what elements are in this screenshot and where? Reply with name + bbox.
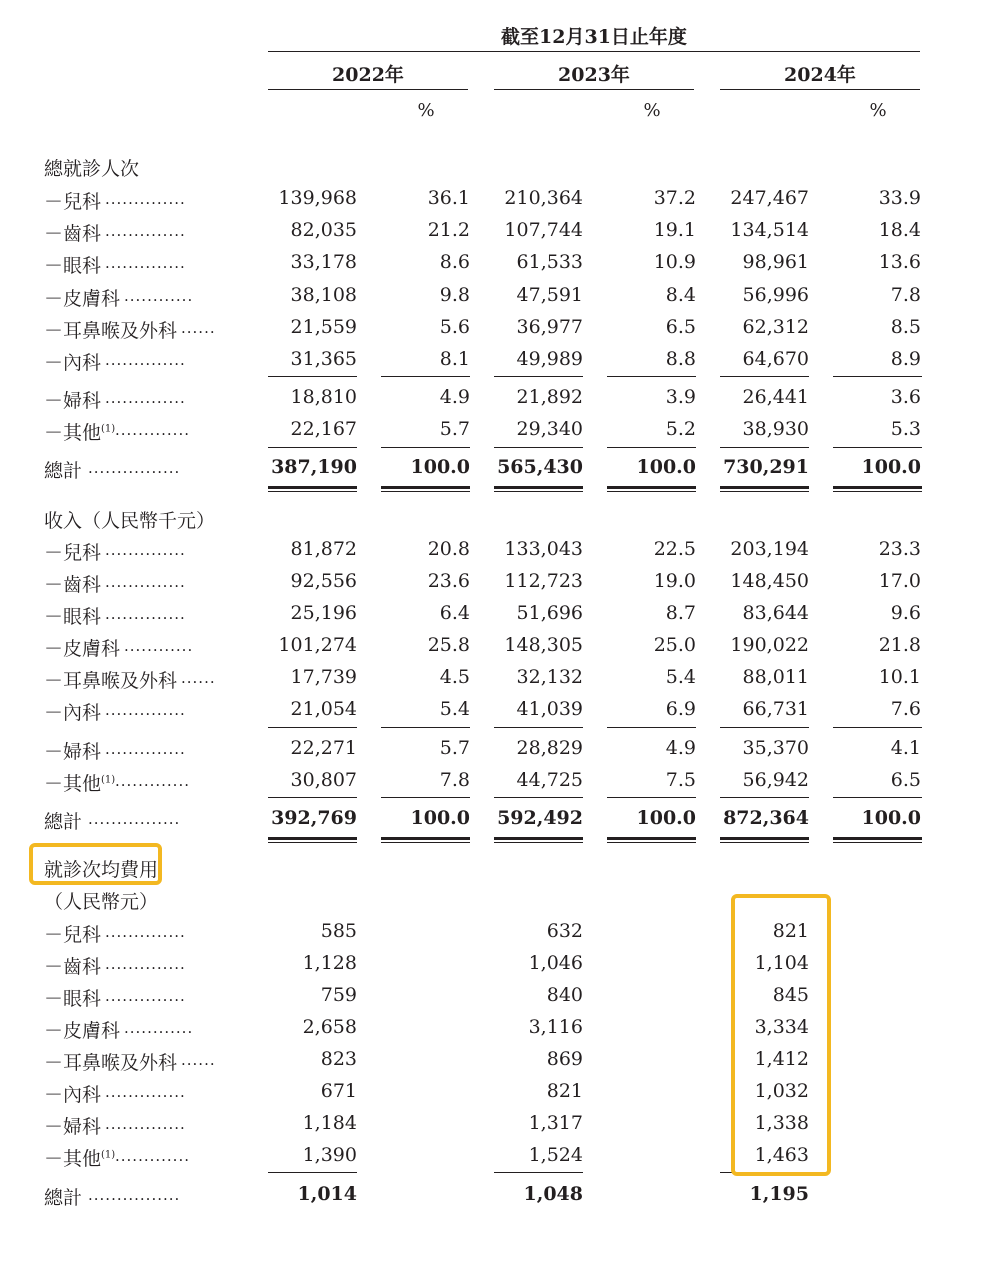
row-label-text: －婦科 (44, 390, 102, 412)
year-header-2: 2023年 (558, 64, 630, 86)
leader-dots: .............. (105, 541, 186, 559)
row-label (44, 1112, 101, 1139)
subtotal-rule (381, 376, 470, 377)
percent-cell: 5.6 (439, 316, 470, 338)
subtotal-rule (494, 727, 583, 728)
percent-cell: 8.5 (890, 316, 921, 338)
percent-symbol: % (643, 100, 661, 121)
value-cell: 1,412 (754, 1048, 809, 1070)
value-cell: 82,035 (290, 219, 357, 241)
total-rule (833, 447, 922, 448)
row-label-text: －兒科 (44, 542, 102, 564)
percent-cell: 25.8 (427, 634, 470, 656)
leader-dots: ............ (124, 637, 194, 655)
value-cell: 247,467 (730, 187, 809, 209)
value-cell: 869 (546, 1048, 583, 1070)
percent-cell: 5.4 (665, 666, 696, 688)
row-label-text: －兒科 (44, 191, 102, 213)
row-label (44, 1016, 120, 1043)
period-header: 截至12月31日止年度 (501, 26, 687, 48)
value-cell: 632 (546, 920, 583, 942)
total-value: 1,014 (297, 1183, 357, 1205)
value-cell: 31,365 (290, 348, 357, 370)
leader-dots: ...... (181, 669, 216, 687)
value-cell: 26,441 (742, 386, 809, 408)
header-top-rule (268, 51, 920, 52)
value-cell: 1,104 (754, 952, 809, 974)
highlight-box-2024-values (731, 894, 831, 1176)
value-cell: 148,305 (504, 634, 583, 656)
total-rule (494, 447, 583, 448)
percent-cell: 22.5 (653, 538, 696, 560)
total-value: 1,048 (523, 1183, 583, 1205)
highlight-box-section-title (29, 843, 162, 885)
section-title: 總就診人次 (44, 158, 140, 180)
footnote-marker: (1) (101, 423, 116, 435)
total-label: 總計 (44, 1187, 83, 1209)
total-percent: 100.0 (861, 456, 921, 478)
subtotal-rule (607, 376, 696, 377)
value-cell: 62,312 (742, 316, 809, 338)
total-percent: 100.0 (410, 456, 470, 478)
percent-cell: 10.9 (653, 251, 696, 273)
percent-cell: 8.1 (439, 348, 470, 370)
value-cell: 671 (320, 1080, 357, 1102)
row-label (44, 1144, 115, 1171)
value-cell: 56,942 (742, 769, 809, 791)
leader-dots: .............. (105, 222, 186, 240)
value-cell: 107,744 (504, 219, 583, 241)
percent-cell: 23.6 (427, 570, 470, 592)
value-cell: 44,725 (516, 769, 583, 791)
value-cell: 1,128 (302, 952, 357, 974)
year-header-rule (494, 89, 694, 90)
percent-cell: 21.2 (427, 219, 470, 241)
percent-cell: 4.1 (890, 737, 921, 759)
leader-dots: ............ (124, 1019, 194, 1037)
leader-dots: .............. (105, 573, 186, 591)
value-cell: 92,556 (290, 570, 357, 592)
value-cell: 33,178 (290, 251, 357, 273)
value-cell: 21,559 (290, 316, 357, 338)
value-cell: 203,194 (730, 538, 809, 560)
row-label (44, 251, 101, 278)
total-value: 592,492 (497, 807, 583, 829)
leader-dots: .............. (105, 389, 186, 407)
row-label-text: －兒科 (44, 924, 102, 946)
subtotal-rule (607, 727, 696, 728)
leader-dots: ................ (88, 459, 181, 477)
row-label (44, 769, 115, 796)
value-cell: 35,370 (742, 737, 809, 759)
value-cell: 1,463 (754, 1144, 809, 1166)
value-cell: 3,116 (528, 1016, 583, 1038)
value-cell: 25,196 (290, 602, 357, 624)
percent-cell: 5.3 (890, 418, 921, 440)
double-underline (494, 837, 583, 843)
row-label (44, 284, 120, 311)
row-label-text: －皮膚科 (44, 638, 121, 660)
row-label (44, 737, 101, 764)
row-label (44, 386, 101, 413)
percent-cell: 5.4 (439, 698, 470, 720)
row-label (44, 348, 101, 375)
value-cell: 112,723 (504, 570, 583, 592)
percent-cell: 36.1 (427, 187, 470, 209)
percent-cell: 7.5 (665, 769, 696, 791)
value-cell: 83,644 (742, 602, 809, 624)
double-underline (268, 486, 357, 492)
double-underline (720, 486, 809, 492)
total-rule (381, 797, 470, 798)
percent-cell: 5.7 (439, 418, 470, 440)
percent-cell: 33.9 (878, 187, 921, 209)
total-rule (607, 797, 696, 798)
total-rule (833, 797, 922, 798)
subtotal-rule (833, 376, 922, 377)
percent-cell: 8.7 (665, 602, 696, 624)
percent-cell: 25.0 (653, 634, 696, 656)
total-value: 872,364 (723, 807, 809, 829)
row-label (44, 418, 115, 445)
value-cell: 1,524 (528, 1144, 583, 1166)
row-label-text: －內科 (44, 352, 102, 374)
total-rule (268, 797, 357, 798)
subtotal-rule (833, 727, 922, 728)
subtotal-rule (494, 376, 583, 377)
total-value: 565,430 (497, 456, 583, 478)
percent-cell: 7.8 (890, 284, 921, 306)
value-cell: 41,039 (516, 698, 583, 720)
percent-cell: 18.4 (878, 219, 921, 241)
double-underline (381, 837, 470, 843)
row-label (44, 570, 101, 597)
percent-cell: 4.5 (439, 666, 470, 688)
leader-dots: ................ (88, 810, 181, 828)
value-cell: 133,043 (504, 538, 583, 560)
row-label-text: －耳鼻喉及外科 (44, 1052, 178, 1074)
total-value: 392,769 (271, 807, 357, 829)
row-label-text: －耳鼻喉及外科 (44, 670, 178, 692)
row-label-text: －齒科 (44, 574, 102, 596)
value-cell: 1,338 (754, 1112, 809, 1134)
row-label (44, 1048, 177, 1075)
percent-cell: 9.6 (890, 602, 921, 624)
total-rule (720, 447, 809, 448)
value-cell: 98,961 (742, 251, 809, 273)
leader-dots: .............. (105, 190, 186, 208)
row-label (44, 1080, 101, 1107)
value-cell: 190,022 (730, 634, 809, 656)
subtotal-rule (268, 727, 357, 728)
percent-cell: 6.5 (665, 316, 696, 338)
percent-cell: 7.6 (890, 698, 921, 720)
double-underline (268, 837, 357, 843)
leader-dots: ............ (124, 287, 194, 305)
row-label-text: －內科 (44, 702, 102, 724)
percent-cell: 6.9 (665, 698, 696, 720)
row-label (44, 634, 120, 661)
value-cell: 759 (320, 984, 357, 1006)
value-cell: 29,340 (516, 418, 583, 440)
value-cell: 64,670 (742, 348, 809, 370)
row-label-text: －其他 (44, 1148, 102, 1170)
year-header-rule (720, 89, 920, 90)
row-label (44, 219, 101, 246)
value-cell: 21,054 (290, 698, 357, 720)
year-header-rule (268, 89, 468, 90)
value-cell: 845 (772, 984, 809, 1006)
percent-cell: 8.6 (439, 251, 470, 273)
row-label (44, 920, 101, 947)
row-label-text: －齒科 (44, 223, 102, 245)
percent-cell: 17.0 (878, 570, 921, 592)
total-percent: 100.0 (636, 456, 696, 478)
total-rule (381, 447, 470, 448)
row-label-text: －內科 (44, 1084, 102, 1106)
total-rule (494, 1172, 583, 1173)
row-label (44, 187, 101, 214)
row-label-text: －眼科 (44, 606, 102, 628)
percent-cell: 6.4 (439, 602, 470, 624)
percent-cell: 37.2 (653, 187, 696, 209)
total-rule (607, 447, 696, 448)
total-value: 730,291 (723, 456, 809, 478)
value-cell: 38,930 (742, 418, 809, 440)
section-title: 收入（人民幣千元） (44, 510, 216, 532)
value-cell: 840 (546, 984, 583, 1006)
leader-dots: .............. (105, 1115, 186, 1133)
total-value: 387,190 (271, 456, 357, 478)
value-cell: 30,807 (290, 769, 357, 791)
percent-cell: 19.0 (653, 570, 696, 592)
row-label (44, 316, 177, 343)
percent-cell: 20.8 (427, 538, 470, 560)
leader-dots: .............. (105, 351, 186, 369)
value-cell: 22,271 (290, 737, 357, 759)
percent-cell: 21.8 (878, 634, 921, 656)
subtotal-rule (268, 376, 357, 377)
leader-dots: ...... (181, 319, 216, 337)
percent-cell: 10.1 (878, 666, 921, 688)
double-underline (607, 486, 696, 492)
row-label-text: －其他 (44, 422, 102, 444)
value-cell: 1,184 (302, 1112, 357, 1134)
row-label (44, 602, 101, 629)
double-underline (607, 837, 696, 843)
leader-dots: .............. (105, 923, 186, 941)
value-cell: 1,317 (528, 1112, 583, 1134)
value-cell: 32,132 (516, 666, 583, 688)
section-title: 就診次均費用 (44, 859, 159, 881)
leader-dots: ................ (88, 1186, 181, 1204)
percent-cell: 5.2 (665, 418, 696, 440)
value-cell: 49,989 (516, 348, 583, 370)
value-cell: 148,450 (730, 570, 809, 592)
value-cell: 21,892 (516, 386, 583, 408)
value-cell: 2,658 (302, 1016, 357, 1038)
total-rule (268, 447, 357, 448)
double-underline (833, 486, 922, 492)
leader-dots: ............. (115, 421, 190, 439)
percent-cell: 3.9 (665, 386, 696, 408)
percent-cell: 8.8 (665, 348, 696, 370)
double-underline (381, 486, 470, 492)
value-cell: 36,977 (516, 316, 583, 338)
value-cell: 18,810 (290, 386, 357, 408)
row-label (44, 984, 101, 1011)
total-rule (720, 797, 809, 798)
percent-cell: 3.6 (890, 386, 921, 408)
value-cell: 823 (320, 1048, 357, 1070)
percent-cell: 8.9 (890, 348, 921, 370)
percent-symbol: % (417, 100, 435, 121)
subtotal-rule (381, 727, 470, 728)
total-rule (494, 797, 583, 798)
row-label-text: －耳鼻喉及外科 (44, 320, 178, 342)
leader-dots: ............. (115, 772, 190, 790)
leader-dots: ...... (181, 1051, 216, 1069)
value-cell: 17,739 (290, 666, 357, 688)
leader-dots: .............. (105, 701, 186, 719)
value-cell: 134,514 (730, 219, 809, 241)
value-cell: 821 (772, 920, 809, 942)
year-header-1: 2022年 (332, 64, 404, 86)
value-cell: 88,011 (742, 666, 809, 688)
row-label-text: －婦科 (44, 1116, 102, 1138)
percent-cell: 19.1 (653, 219, 696, 241)
row-label-text: －皮膚科 (44, 288, 121, 310)
value-cell: 28,829 (516, 737, 583, 759)
percent-cell: 13.6 (878, 251, 921, 273)
value-cell: 66,731 (742, 698, 809, 720)
value-cell: 22,167 (290, 418, 357, 440)
row-label (44, 952, 101, 979)
total-percent: 100.0 (861, 807, 921, 829)
value-cell: 1,046 (528, 952, 583, 974)
leader-dots: .............. (105, 955, 186, 973)
percent-cell: 6.5 (890, 769, 921, 791)
percent-cell: 4.9 (439, 386, 470, 408)
section-subtitle: （人民幣元） (44, 891, 159, 913)
total-rule (720, 1172, 732, 1173)
total-label: 總計 (44, 460, 83, 482)
subtotal-rule (720, 727, 809, 728)
footnote-marker: (1) (101, 1149, 116, 1161)
row-label-text: －婦科 (44, 741, 102, 763)
total-label: 總計 (44, 811, 83, 833)
row-label-text: －齒科 (44, 956, 102, 978)
total-value: 1,195 (749, 1183, 809, 1205)
row-label-text: －眼科 (44, 255, 102, 277)
value-cell: 38,108 (290, 284, 357, 306)
value-cell: 51,696 (516, 602, 583, 624)
value-cell: 3,334 (754, 1016, 809, 1038)
leader-dots: .............. (105, 740, 186, 758)
total-percent: 100.0 (636, 807, 696, 829)
value-cell: 61,533 (516, 251, 583, 273)
value-cell: 139,968 (278, 187, 357, 209)
footnote-marker: (1) (101, 774, 116, 786)
percent-cell: 4.9 (665, 737, 696, 759)
value-cell: 821 (546, 1080, 583, 1102)
value-cell: 1,390 (302, 1144, 357, 1166)
leader-dots: .............. (105, 987, 186, 1005)
row-label-text: －其他 (44, 773, 102, 795)
percent-cell: 23.3 (878, 538, 921, 560)
double-underline (494, 486, 583, 492)
total-percent: 100.0 (410, 807, 470, 829)
subtotal-rule (720, 376, 809, 377)
row-label (44, 698, 101, 725)
leader-dots: .............. (105, 254, 186, 272)
value-cell: 56,996 (742, 284, 809, 306)
value-cell: 585 (320, 920, 357, 942)
total-rule (268, 1172, 357, 1173)
percent-cell: 8.4 (665, 284, 696, 306)
double-underline (720, 837, 809, 843)
value-cell: 101,274 (278, 634, 357, 656)
row-label (44, 538, 101, 565)
value-cell: 47,591 (516, 284, 583, 306)
percent-cell: 7.8 (439, 769, 470, 791)
leader-dots: ............. (115, 1147, 190, 1165)
year-header-3: 2024年 (784, 64, 856, 86)
double-underline (833, 837, 922, 843)
row-label (44, 666, 177, 693)
row-label-text: －皮膚科 (44, 1020, 121, 1042)
value-cell: 210,364 (504, 187, 583, 209)
percent-cell: 9.8 (439, 284, 470, 306)
value-cell: 1,032 (754, 1080, 809, 1102)
percent-cell: 5.7 (439, 737, 470, 759)
row-label-text: －眼科 (44, 988, 102, 1010)
value-cell: 81,872 (290, 538, 357, 560)
leader-dots: .............. (105, 605, 186, 623)
leader-dots: .............. (105, 1083, 186, 1101)
percent-symbol: % (869, 100, 887, 121)
